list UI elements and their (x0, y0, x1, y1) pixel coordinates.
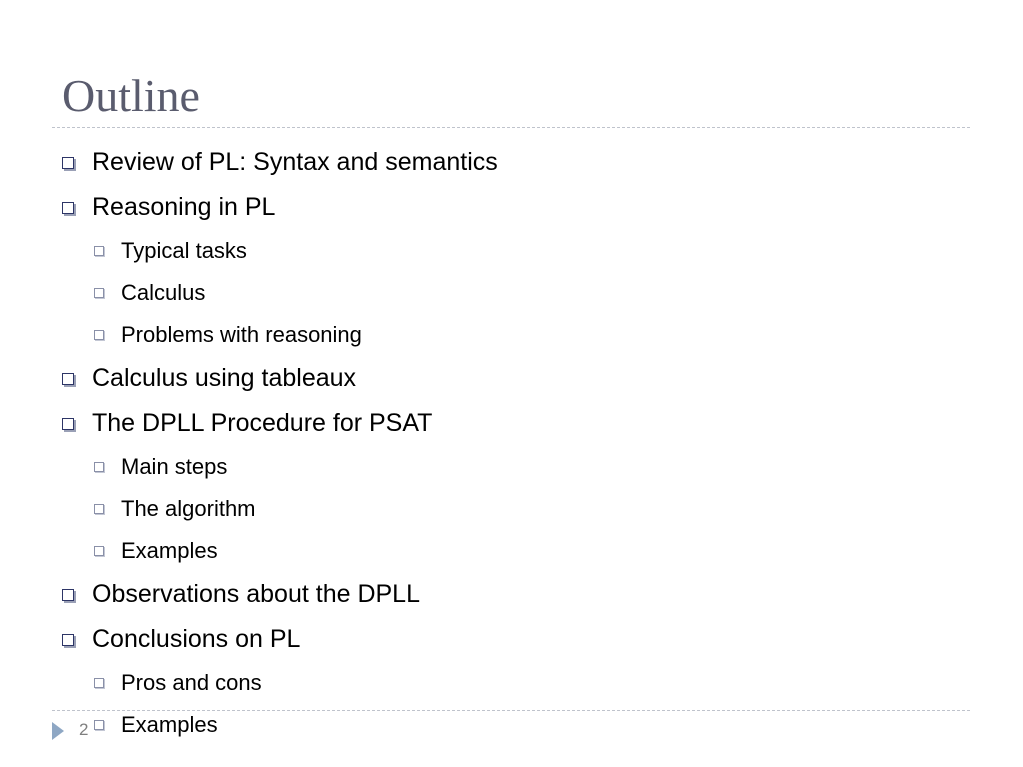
square-bullet-icon (94, 330, 104, 340)
square-bullet-icon (94, 678, 104, 688)
square-bullet-icon (62, 202, 74, 214)
outline-item (62, 185, 962, 230)
outline-subitem-label: The algorithm (121, 496, 256, 521)
outline-subitem-label: Problems with reasoning (121, 322, 362, 347)
outline-item (62, 617, 962, 662)
title-divider (52, 127, 970, 128)
outline-item-label: The DPLL Procedure for PSAT (92, 409, 433, 437)
footer-divider (52, 710, 970, 711)
outline-list (62, 140, 962, 746)
slide-title: Outline (62, 70, 200, 121)
outline-subitem-label: Main steps (121, 454, 228, 479)
square-bullet-icon (62, 589, 74, 601)
square-bullet-icon (62, 418, 74, 430)
outline-subitem (62, 314, 962, 356)
outline-item (62, 140, 962, 185)
outline-subitem-label: Examples (121, 712, 218, 737)
outline-subitem (62, 272, 962, 314)
square-bullet-icon (94, 246, 104, 256)
square-bullet-icon (94, 504, 104, 514)
outline-item (62, 356, 962, 401)
outline-item-label: Observations about the DPLL (92, 580, 420, 608)
square-bullet-icon (94, 720, 104, 730)
outline-subitem-label: Typical tasks (121, 238, 247, 263)
square-bullet-icon (94, 288, 104, 298)
outline-item (62, 401, 962, 446)
outline-item-label: Reasoning in PL (92, 193, 276, 221)
outline-item (62, 572, 962, 617)
page-number: 2 (79, 720, 89, 739)
square-bullet-icon (94, 462, 104, 472)
outline-item-label: Conclusions on PL (92, 625, 301, 653)
outline-subitem (62, 530, 962, 572)
outline-item-label: Review of PL: Syntax and semantics (92, 148, 498, 176)
outline-subitem-label: Calculus (121, 280, 206, 305)
square-bullet-icon (62, 157, 74, 169)
outline-subitem (62, 488, 962, 530)
outline-subitem (62, 446, 962, 488)
outline-subitem (62, 662, 962, 704)
square-bullet-icon (62, 634, 74, 646)
outline-item-label: Calculus using tableaux (92, 364, 357, 392)
square-bullet-icon (94, 546, 104, 556)
square-bullet-icon (62, 373, 74, 385)
outline-subitem (62, 230, 962, 272)
outline-subitem-label: Pros and cons (121, 670, 262, 695)
play-triangle-icon (52, 722, 64, 740)
outline-subitem-label: Examples (121, 538, 218, 563)
